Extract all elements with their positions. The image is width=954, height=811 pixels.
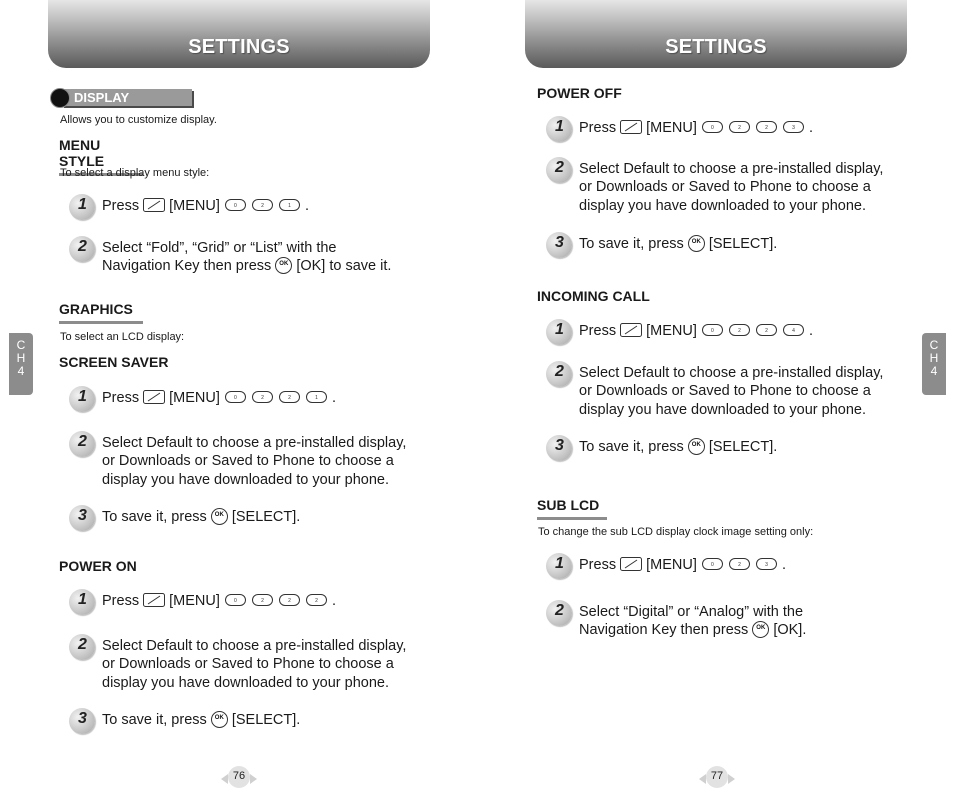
number-key-icon: 2 <box>279 594 300 606</box>
graphics-description: To select an LCD display: <box>60 331 185 343</box>
pill-label: DISPLAY <box>74 90 130 105</box>
subsection-title-power-off: POWER OFF <box>537 85 622 101</box>
step-text: Press [MENU] 0 2 2 4 . <box>579 323 814 339</box>
section-title-text: MENU STYLE <box>59 137 105 169</box>
chapter-tab-letter: H <box>16 351 26 365</box>
chapter-tab-number: 4 <box>930 364 938 378</box>
number-key-icon: 2 <box>729 121 750 133</box>
step-number-badge: 1 <box>546 116 572 142</box>
step-text: Select Default to choose a pre-installed display, or Downloads or Saved to Phone to choose a display you have downloaded to your phone. <box>102 638 407 691</box>
page-header <box>48 0 430 68</box>
step-number-badge: 1 <box>69 194 95 220</box>
soft-key-icon <box>620 323 642 337</box>
step-text: Press [MENU] 0 2 2 3 . <box>579 120 814 136</box>
number-key-icon: 0 <box>702 121 723 133</box>
page-right <box>477 0 954 811</box>
soft-key-icon <box>143 390 165 404</box>
menu-style-description: To select a display menu style: <box>60 167 210 179</box>
sub-lcd-description: To change the sub LCD display clock image setting only: <box>538 526 814 538</box>
step-number-badge: 1 <box>546 553 572 579</box>
step-text: Press [MENU] 0 2 3 . <box>579 557 787 573</box>
step-text: To save it, press OK [SELECT]. <box>579 439 778 455</box>
ok-key-icon: OK <box>752 621 769 638</box>
subsection-title-screen-saver: SCREEN SAVER <box>59 354 169 370</box>
step-number-badge: 2 <box>546 600 572 626</box>
page-number <box>703 766 731 788</box>
page-header <box>525 0 907 68</box>
chapter-tab <box>9 333 33 395</box>
number-key-icon: 2 <box>252 391 273 403</box>
step-number-badge: 3 <box>546 232 572 258</box>
step-text: To save it, press OK [SELECT]. <box>102 509 301 525</box>
step-number-badge: 3 <box>69 708 95 734</box>
subsection-title-power-on: POWER ON <box>59 558 137 574</box>
number-key-icon: 4 <box>783 324 804 336</box>
subsection-title-incoming-call: INCOMING CALL <box>537 288 650 304</box>
ok-key-icon: OK <box>211 711 228 728</box>
page-number-text: 76 <box>232 770 246 782</box>
step-number-badge: 2 <box>546 157 572 183</box>
number-key-icon: 0 <box>702 324 723 336</box>
number-key-icon: 0 <box>225 594 246 606</box>
soft-key-icon <box>143 198 165 212</box>
step-text: Select Default to choose a pre-installed display, or Downloads or Saved to Phone to choose a display you have downloaded to your phone. <box>102 435 407 488</box>
ok-key-icon: OK <box>275 257 292 274</box>
chapter-tab-letter: C <box>16 338 26 352</box>
step-number-badge: 1 <box>69 386 95 412</box>
step-number-badge: 2 <box>69 634 95 660</box>
ok-key-icon: OK <box>211 508 228 525</box>
number-key-icon: 3 <box>783 121 804 133</box>
section-title-graphics: GRAPHICS <box>59 301 143 324</box>
soft-key-icon <box>620 120 642 134</box>
chapter-tab-letter: H <box>929 351 939 365</box>
step-text: Select “Digital” or “Analog” with the Navigation Key then press OK [OK]. <box>579 604 807 639</box>
number-key-icon: 2 <box>729 558 750 570</box>
number-key-icon: 2 <box>306 594 327 606</box>
step-text: Press [MENU] 0 2 2 2 . <box>102 593 337 609</box>
section-title-sub-lcd: SUB LCD <box>537 497 607 520</box>
ok-key-icon: OK <box>688 438 705 455</box>
step-text: Press [MENU] 0 2 1 . <box>102 198 310 214</box>
step-number-badge: 1 <box>69 589 95 615</box>
chapter-tab-letter: C <box>929 338 939 352</box>
step-text: Select Default to choose a pre-installed display, or Downloads or Saved to Phone to choose a display you have downloaded to your phone. <box>579 161 884 214</box>
page-title: SETTINGS <box>188 36 290 58</box>
display-description: Allows you to customize display. <box>60 114 217 126</box>
soft-key-icon <box>620 557 642 571</box>
step-number-badge: 1 <box>546 319 572 345</box>
step-number-badge: 2 <box>69 431 95 457</box>
step-number-badge: 2 <box>546 361 572 387</box>
chapter-tab-number: 4 <box>17 364 25 378</box>
soft-key-icon <box>143 593 165 607</box>
number-key-icon: 0 <box>225 391 246 403</box>
page-number-text: 77 <box>710 770 724 782</box>
number-key-icon: 2 <box>279 391 300 403</box>
step-number-badge: 2 <box>69 236 95 262</box>
step-text: Select “Fold”, “Grid” or “List” with the Navigation Key then press OK [OK] to save it. <box>102 240 392 275</box>
step-text: Press [MENU] 0 2 2 1 . <box>102 390 337 406</box>
page-title: SETTINGS <box>665 36 767 58</box>
number-key-icon: 1 <box>279 199 300 211</box>
step-text: To save it, press OK [SELECT]. <box>102 712 301 728</box>
step-text: Select Default to choose a pre-installed display, or Downloads or Saved to Phone to choose a display you have downloaded to your phone. <box>579 365 884 418</box>
number-key-icon: 0 <box>225 199 246 211</box>
bullet-icon <box>50 88 70 108</box>
number-key-icon: 2 <box>729 324 750 336</box>
number-key-icon: 0 <box>702 558 723 570</box>
step-number-badge: 3 <box>546 435 572 461</box>
ok-key-icon: OK <box>688 235 705 252</box>
step-number-badge: 3 <box>69 505 95 531</box>
number-key-icon: 2 <box>756 121 777 133</box>
number-key-icon: 3 <box>756 558 777 570</box>
step-text: To save it, press OK [SELECT]. <box>579 236 778 252</box>
number-key-icon: 1 <box>306 391 327 403</box>
number-key-icon: 2 <box>252 199 273 211</box>
chapter-tab <box>922 333 946 395</box>
number-key-icon: 2 <box>756 324 777 336</box>
page-number <box>225 766 253 788</box>
number-key-icon: 2 <box>252 594 273 606</box>
